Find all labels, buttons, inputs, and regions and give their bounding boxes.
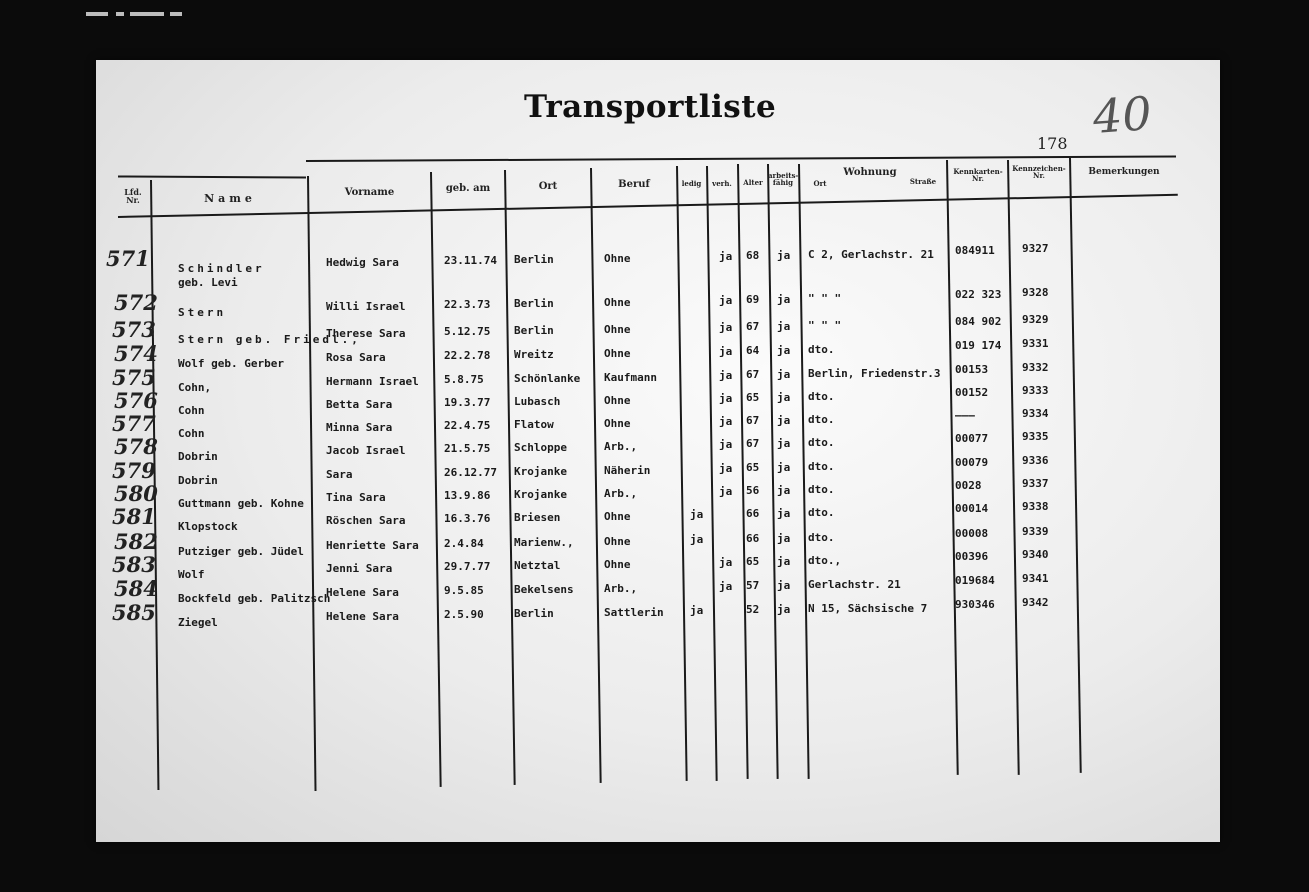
cell-name: Dobrin <box>178 474 218 487</box>
cell-kennkarte: 0028 <box>955 479 982 492</box>
cell-vorname: Jenni Sara <box>326 562 393 575</box>
cell-vorname: Jacob Israel <box>326 444 406 457</box>
cell-geb: 26.12.77 <box>444 466 497 479</box>
cell-beruf: Kaufmann <box>604 371 657 384</box>
cell-wohnung: " " " <box>808 292 842 305</box>
cell-wohnung: dto. <box>808 413 835 426</box>
cell-af: ja <box>777 293 791 306</box>
cell-name: Ziegel <box>178 616 218 629</box>
col-header-wohnung: Wohnung <box>843 167 897 178</box>
cell-ort: Berlin <box>514 607 554 620</box>
cell-name: Schindler <box>178 262 265 275</box>
cell-geb: 5.12.75 <box>444 325 491 338</box>
cell-kennkarte: 00079 <box>955 456 989 469</box>
cell-wohnung: dto. <box>808 483 835 496</box>
cell-wohnung: dto., <box>808 554 842 567</box>
cell-ort: Berlin <box>514 324 554 337</box>
cell-vorname: Therese Sara <box>326 327 406 340</box>
cell-beruf: Arb., <box>604 582 638 595</box>
cell-verh: ja <box>719 294 733 307</box>
cell-ort: Bekelsens <box>514 583 574 596</box>
col-header-lfd: Lfd. Nr. <box>124 187 142 206</box>
cell-name-maiden: geb. Levi <box>178 276 238 289</box>
col-header-geb: geb. am <box>445 183 491 194</box>
cell-beruf: Ohne <box>604 558 631 571</box>
cell-kennzeichen: 9328 <box>1022 286 1049 299</box>
cell-ort: Wreitz <box>514 348 554 361</box>
cell-beruf: Ohne <box>604 252 631 265</box>
cell-wohnung: dto. <box>808 506 835 519</box>
cell-verh: ja <box>719 392 733 405</box>
cell-name: Cohn, <box>178 381 212 394</box>
cell-kennzeichen: 9334 <box>1022 407 1049 420</box>
cell-kennzeichen: 9340 <box>1022 548 1049 561</box>
row-number-handwritten: 580 <box>114 481 158 506</box>
cell-alter: 65 <box>746 391 760 404</box>
cell-kennkarte: 00396 <box>955 550 989 563</box>
cell-verh: ja <box>719 250 733 263</box>
col-header-verh: verh. <box>712 179 732 188</box>
cell-wohnung: N 15, Sächsische 7 <box>808 602 928 615</box>
cell-alter: 65 <box>746 461 760 474</box>
row-number-handwritten: 572 <box>114 290 158 315</box>
cell-beruf: Ohne <box>604 323 631 336</box>
cell-name: Stern <box>178 306 227 319</box>
col-header-wohnung-ort: Ort <box>813 179 827 188</box>
cell-kennzeichen: 9335 <box>1022 430 1049 443</box>
cell-kennzeichen: 9336 <box>1022 454 1049 467</box>
col-header-vorname: Vorname <box>344 187 395 198</box>
cell-ort: Netztal <box>514 559 561 572</box>
cell-alter: 66 <box>746 507 760 520</box>
cell-kennzeichen: 9327 <box>1022 242 1049 255</box>
col-header-name: Name <box>204 192 256 205</box>
cell-name: Bockfeld geb. Palitzsch <box>178 592 331 605</box>
cell-af: ja <box>777 579 791 592</box>
cell-alter: 56 <box>746 484 760 497</box>
cell-af: ja <box>777 344 791 357</box>
cell-alter: 66 <box>746 532 760 545</box>
cell-beruf: Ohne <box>604 510 631 523</box>
cell-name: Guttmann geb. Kohne <box>178 497 304 510</box>
cell-name: Cohn <box>178 404 205 417</box>
cell-name: Klopstock <box>178 520 238 533</box>
col-header-alter: Alter <box>743 178 763 187</box>
cell-kennkarte: 930346 <box>955 598 995 611</box>
cell-kennzeichen: 9333 <box>1022 384 1049 397</box>
row-number-handwritten: 577 <box>112 411 156 436</box>
cell-beruf: Ohne <box>604 394 631 407</box>
cell-geb: 23.11.74 <box>444 254 497 267</box>
cell-alter: 67 <box>746 320 760 333</box>
cell-verh: ja <box>719 415 733 428</box>
cell-kennzeichen: 9338 <box>1022 500 1049 513</box>
cell-alter: 69 <box>746 293 760 306</box>
cell-alter: 67 <box>746 414 760 427</box>
cell-wohnung: " " " <box>808 319 842 332</box>
cell-wohnung: dto. <box>808 390 835 403</box>
cell-af: ja <box>777 414 791 427</box>
cell-kennzeichen: 9339 <box>1022 525 1049 538</box>
cell-wohnung: C 2, Gerlachstr. 21 <box>808 248 934 261</box>
cell-ort: Schönlanke <box>514 372 581 385</box>
cell-kennkarte: 022 323 <box>955 288 1002 301</box>
cell-vorname: Willi Israel <box>326 300 406 313</box>
cell-alter: 67 <box>746 437 760 450</box>
cell-alter: 57 <box>746 579 760 592</box>
cell-kennkarte: 00008 <box>955 527 989 540</box>
cell-geb: 2.4.84 <box>444 537 484 550</box>
cell-ort: Berlin <box>514 253 554 266</box>
cell-vorname: Sara <box>326 468 353 481</box>
cell-wohnung: dto. <box>808 343 835 356</box>
cell-alter: 52 <box>746 603 760 616</box>
cell-ort: Lubasch <box>514 395 561 408</box>
cell-kennkarte: 084911 <box>955 244 995 257</box>
row-number-handwritten: 582 <box>114 529 158 554</box>
cell-alter: 67 <box>746 368 760 381</box>
cell-wohnung: Gerlachstr. 21 <box>808 578 901 591</box>
col-header-wohnung-strasse: Straße <box>909 177 937 186</box>
cell-beruf: Sattlerin <box>604 606 664 619</box>
cell-wohnung: Berlin, Friedenstr.3 <box>808 367 941 380</box>
cell-geb: 22.3.73 <box>444 298 491 311</box>
row-number-handwritten: 576 <box>114 388 158 413</box>
cell-kennkarte: 019684 <box>955 574 995 587</box>
cell-kennzeichen: 9329 <box>1022 313 1049 326</box>
cell-alter: 64 <box>746 344 760 357</box>
cell-vorname: Betta Sara <box>326 398 393 411</box>
cell-name: Dobrin <box>178 450 218 463</box>
cell-ledig: ja <box>690 604 704 617</box>
cell-verh: ja <box>719 438 733 451</box>
cell-af: ja <box>777 603 791 616</box>
cell-kennkarte: 084 902 <box>955 315 1002 328</box>
cell-name: Stern geb. Friedl., <box>178 333 361 346</box>
cell-wohnung: dto. <box>808 531 835 544</box>
cell-kennkarte: 019 174 <box>955 339 1002 352</box>
cell-alter: 65 <box>746 555 760 568</box>
page-number: 178 <box>1037 134 1068 153</box>
cell-kennzeichen: 9341 <box>1022 572 1049 585</box>
col-header-arbeitsfaehig: arbeits-fähig <box>768 171 799 188</box>
cell-beruf: Arb., <box>604 440 638 453</box>
cell-ort: Marienw., <box>514 536 574 549</box>
row-number-handwritten: 585 <box>112 600 156 625</box>
cell-vorname: Henriette Sara <box>326 539 419 552</box>
cell-af: ja <box>777 368 791 381</box>
col-header-bemerkungen: Bemerkungen <box>1088 167 1160 177</box>
cell-verh: ja <box>719 321 733 334</box>
handwritten-page-number: 40 <box>1091 86 1154 144</box>
col-header-ledig: ledig <box>681 179 702 188</box>
cell-ort: Berlin <box>514 297 554 310</box>
cell-kennkarte: ——— <box>955 409 975 422</box>
cell-name: Putziger geb. Jüdel <box>178 545 304 558</box>
row-number-handwritten: 583 <box>112 552 156 577</box>
cell-ledig: ja <box>690 508 704 521</box>
cell-af: ja <box>777 507 791 520</box>
cell-af: ja <box>777 391 791 404</box>
cell-ort: Briesen <box>514 511 561 524</box>
cell-af: ja <box>777 555 791 568</box>
film-edge-marks <box>86 12 186 18</box>
cell-beruf: Ohne <box>604 347 631 360</box>
cell-geb: 2.5.90 <box>444 608 484 621</box>
cell-geb: 22.4.75 <box>444 419 491 432</box>
col-header-ort: Ort <box>538 181 558 192</box>
cell-kennkarte: 00014 <box>955 502 989 515</box>
row-number-handwritten: 578 <box>114 434 158 459</box>
row-number-handwritten: 573 <box>112 317 156 342</box>
col-header-beruf: Beruf <box>618 179 650 190</box>
cell-kennzeichen: 9332 <box>1022 361 1049 374</box>
cell-beruf: Ohne <box>604 417 631 430</box>
cell-af: ja <box>777 461 791 474</box>
cell-verh: ja <box>719 369 733 382</box>
row-number-handwritten: 579 <box>112 458 156 483</box>
cell-name: Cohn <box>178 427 205 440</box>
cell-verh: ja <box>719 556 733 569</box>
cell-kennzeichen: 9331 <box>1022 337 1049 350</box>
cell-kennzeichen: 9342 <box>1022 596 1049 609</box>
cell-ort: Krojanke <box>514 465 567 478</box>
cell-vorname: Hedwig Sara <box>326 256 399 269</box>
cell-kennkarte: 00077 <box>955 432 989 445</box>
cell-af: ja <box>777 249 791 262</box>
cell-verh: ja <box>719 345 733 358</box>
cell-beruf: Arb., <box>604 487 638 500</box>
cell-name: Wolf geb. Gerber <box>178 357 284 370</box>
row-number-handwritten: 584 <box>114 576 158 601</box>
cell-kennzeichen: 9337 <box>1022 477 1049 490</box>
cell-kennkarte: 00153 <box>955 363 989 376</box>
cell-alter: 68 <box>746 249 760 262</box>
cell-verh: ja <box>719 580 733 593</box>
cell-geb: 9.5.85 <box>444 584 484 597</box>
cell-vorname: Helene Sara <box>326 586 399 599</box>
cell-vorname: Röschen Sara <box>326 514 406 527</box>
cell-af: ja <box>777 437 791 450</box>
cell-ort: Flatow <box>514 418 554 431</box>
cell-beruf: Ohne <box>604 535 631 548</box>
document-title: Transportliste <box>524 89 777 125</box>
col-header-kennkarten: Kennkarten-Nr. <box>953 167 1003 184</box>
cell-vorname: Minna Sara <box>326 421 393 434</box>
cell-geb: 5.8.75 <box>444 373 484 386</box>
cell-kennkarte: 00152 <box>955 386 989 399</box>
cell-ledig: ja <box>690 533 704 546</box>
cell-vorname: Hermann Israel <box>326 375 419 388</box>
cell-beruf: Näherin <box>604 464 651 477</box>
col-header-kennzeichen: Kennzeichen-Nr. <box>1012 164 1066 181</box>
cell-ort: Schloppe <box>514 441 567 454</box>
cell-beruf: Ohne <box>604 296 631 309</box>
cell-geb: 13.9.86 <box>444 489 491 502</box>
cell-vorname: Helene Sara <box>326 610 399 623</box>
cell-wohnung: dto. <box>808 460 835 473</box>
row-number-handwritten: 581 <box>112 504 156 529</box>
row-number-handwritten: 574 <box>114 341 158 366</box>
cell-af: ja <box>777 320 791 333</box>
row-number-handwritten: 575 <box>112 365 156 390</box>
cell-geb: 19.3.77 <box>444 396 491 409</box>
cell-verh: ja <box>719 485 733 498</box>
cell-geb: 22.2.78 <box>444 349 491 362</box>
cell-ort: Krojanke <box>514 488 567 501</box>
cell-af: ja <box>777 484 791 497</box>
cell-geb: 16.3.76 <box>444 512 491 525</box>
cell-verh: ja <box>719 462 733 475</box>
cell-af: ja <box>777 532 791 545</box>
row-number-handwritten: 571 <box>106 246 150 271</box>
cell-wohnung: dto. <box>808 436 835 449</box>
cell-geb: 29.7.77 <box>444 560 491 573</box>
cell-vorname: Tina Sara <box>326 491 386 504</box>
cell-name: Wolf <box>178 568 205 581</box>
cell-vorname: Rosa Sara <box>326 351 386 364</box>
cell-geb: 21.5.75 <box>444 442 491 455</box>
